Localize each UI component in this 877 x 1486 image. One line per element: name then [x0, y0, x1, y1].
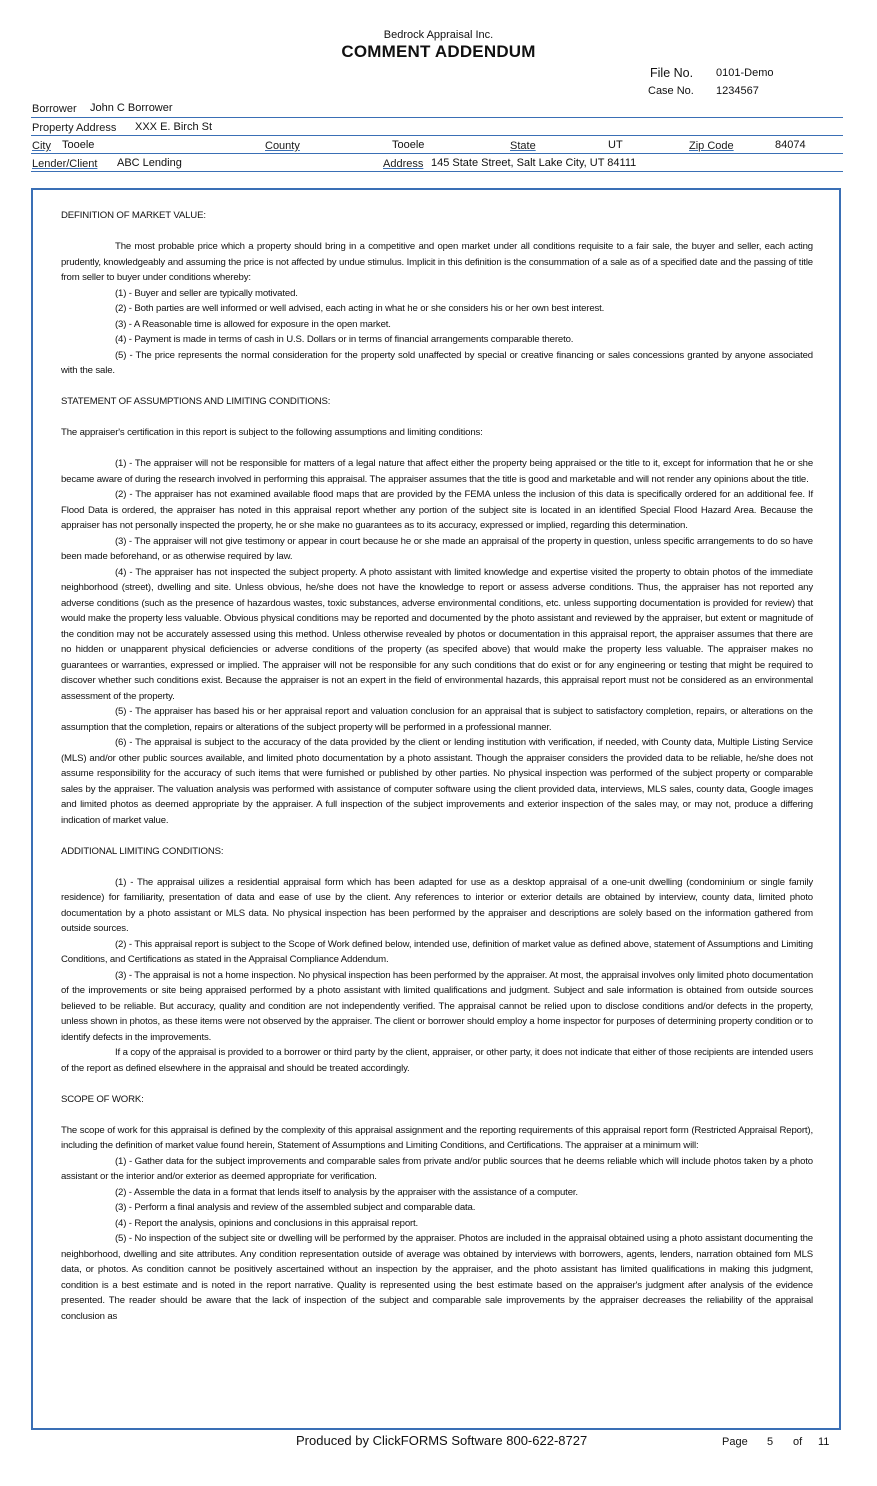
list-item: (5) - The price represents the normal consideration for the property sold unaffected by special or creative financing or sales concessions granted by anyone associated with the sale.: [61, 349, 813, 376]
page-of-label: of: [793, 1436, 803, 1448]
list-item: (1) - Buyer and seller are typically motivated.: [115, 287, 298, 299]
case-no-value: 1234567: [716, 85, 759, 97]
file-no-label: File No.: [650, 66, 694, 80]
paragraph: The appraiser's certification in this report is subject to the following assumptions and limiting conditions:: [61, 427, 483, 438]
list-item: (1) - Gather data for the subject improvements and comparable sales from private and/or public sources that he deems reliable which will include photos taken by a photo assistant or the interior and/or exterior as deemed appropriate for verification.: [61, 1155, 813, 1182]
page-label: Page: [722, 1436, 748, 1448]
city-label: City: [32, 140, 51, 152]
paragraph: (2) - The appraiser has not examined available flood maps that are provided by the FEMA unless the inclusion of this data is specifically ordered for an additional fee. If Flood Data is ordered, the appraiser has noted in this appraisal report whether any portion of the subject site is located in an identified Special Flood Hazard Area. Because the appraiser has not personally inspected the property, he or she make no guarantees as to its accuracy, expressed or implied, regarding this determination.: [61, 489, 813, 531]
lender-label: Lender/Client: [32, 158, 98, 170]
case-no-label: Case No.: [648, 85, 694, 97]
paragraph: (2) - This appraisal report is subject to the Scope of Work defined below, intended use, definition of market value as defined above, statement of Assumptions and Limiting Conditions, and Certifications as stated in the Appraisal Compliance Addendum.: [61, 938, 813, 965]
city-value: Tooele: [62, 139, 95, 151]
footer-produced-by: Produced by ClickFORMS Software 800-622-8727: [296, 1433, 588, 1448]
paragraph: (1) - The appraisal uilizes a residential appraisal form which has been adapted for use as a desktop appraisal of a one-unit dwelling (condominium or single family residence) for familiarity, presentation of data and ease of use by the client. Any references to interior or exterior details are obtained by interview, county data, limited photo documentation by a photo assistant or MLS data. No physical inspection has been performed by the appraiser and descriptions are solely based on the information gathered from outside sources.: [61, 876, 813, 934]
county-label: County: [265, 140, 300, 152]
zip-label: Zip Code: [689, 140, 734, 152]
property-address-label: Property Address: [32, 122, 117, 134]
paragraph: (3) - The appraisal is not a home inspection. No physical inspection has been performed by the appraiser. At most, the appraisal involves only limited photo documentation of the improvements or site being appraised performed by a photo assistant with limited qualifications and judgment. Subject and sale information is obtained from outside sources believed to be reliable. But accuracy, quality and condition are not independently verified. The appraisal cannot be relied upon to disclose conditions and/or defects in the property, unless shown in photos, as these items were not observed by the appraiser. The client or borrower should employ a home inspector for purposes of determining property condition or to identify defects in the improvements.: [61, 969, 813, 1043]
section-heading: STATEMENT OF ASSUMPTIONS AND LIMITING CONDITIONS:: [61, 396, 331, 407]
borrower-label: Borrower: [32, 103, 77, 115]
county-value: Tooele: [392, 139, 425, 151]
borrower-value: John C Borrower: [90, 102, 173, 114]
list-item: (3) - A Reasonable time is allowed for exposure in the open market.: [115, 318, 391, 330]
address-value: 145 State Street, Salt Lake City, UT 84111: [431, 157, 637, 169]
state-value: UT: [608, 139, 623, 151]
list-item: (4) - Payment is made in terms of cash in U.S. Dollars or in terms of financial arrangements comparable thereto.: [115, 334, 574, 345]
comment-text: [61, 208, 813, 1324]
divider: [31, 135, 843, 136]
paragraph: The scope of work for this appraisal is defined by the complexity of this appraisal assignment and the reporting requirements of this appraisal report form (Restricted Appraisal Report), including the definition of market value found herein, Statement of Assumptions and Limiting Conditions, and Certifications. The appraiser at a minimum will:: [61, 1124, 813, 1151]
state-label: State: [510, 140, 536, 152]
page-total: 11: [818, 1436, 830, 1448]
list-item: (3) - Perform a final analysis and review of the assembled subject and comparable data.: [115, 1202, 476, 1213]
lender-value: ABC Lending: [117, 157, 182, 169]
list-item: (2) - Both parties are well informed or well advised, each acting in what he or she considers his or her own best interest.: [115, 303, 605, 314]
paragraph: The most probable price which a property should bring in a competitive and open market under all conditions requisite to a fair sale, the buyer and seller, each acting prudently, knowledgeably and assuming the price is not affected by undue stimulus. Implicit in this definition is the consummation of a sale as of a specified date and the passing of title from seller to buyer under conditions whereby:: [61, 241, 813, 283]
list-item: (5) - No inspection of the subject site or dwelling will be performed by the appraiser. Photos are included in the appraisal obtained using a photo assistant documenting the neighborhood, dwelling and site attributes. Any condition representation outside of average was obtained by interviews with borrowers, agents, lenders, narration obtained fom MLS data, or photos. As condition cannot be positively ascertained without an inspection by the appraiser, and the photo assistant has limited qualifications in making this judgment, condition is a best estimate and is noted in the report narrative. Quality is represented using the best estimate based on the appraiser's judgment after analysis of the evidence presented. The reader should be aware that the lack of inspection of the subject and comparable sale improvements by the appraiser decreases the reliability of the appraisal conclusion as: [61, 1233, 813, 1322]
divider: [31, 117, 843, 118]
page-title: COMMENT ADDENDUM: [341, 42, 536, 61]
company-name: Bedrock Appraisal Inc.: [383, 29, 494, 41]
address-label: Address: [383, 158, 424, 170]
paragraph: (4) - The appraiser has not inspected the subject property. A photo assistant with limited knowledge and expertise visited the property to obtain photos of the immediate neighborhood (street), dwelling and site. Unless obvious, he/she does not have the knowledge to report or assess adverse conditions. Thus, the appraiser has not reported any adverse conditions (such as the presence of hazardous wastes, toxic substances, adverse environmental conditions, etc. unless supporting documentation is provided for review) that would make the property less valuable. Obvious physical conditions may be reported and documented by the photo assistant and reviewed by the appraiser, but extent or magnitude of the condition may not be accurately assessed using this method. Unless otherwise revealed by photos or documentation in this appraisal report, the appraiser assumes that there are no hidden or unapparent physical deficiencies or adverse conditions of the property (as specifed above) that would make the property less valuable. The appraiser makes no guarantees or warranties, expressed or implied. The appraiser will not be responsible for any such conditions that do exist or for any engineering or testing that might be required to discover whether such conditions exist. Because the appraiser is not an expert in the field of environmental hazards, this appraisal report must not be considered as an environmental assessment of the property.: [61, 566, 813, 702]
list-item: (2) - Assemble the data in a format that lends itself to analysis by the appraiser with the assistance of a computer.: [115, 1186, 578, 1198]
paragraph: (3) - The appraiser will not give testimony or appear in court because he or she made an appraisal of the property in question, unless specific arrangements to do so have been made beforehand, or as otherwise required by law.: [61, 535, 813, 562]
list-item: (4) - Report the analysis, opinions and conclusions in this appraisal report.: [115, 1217, 419, 1229]
divider: [31, 153, 843, 154]
paragraph: (5) - The appraiser has based his or her appraisal report and valuation conclusion for an appraisal that is subject to satisfactory completion, repairs, or alterations on the assumption that the completion, repairs or alterations of the subject property will be performed in a professional manner.: [61, 706, 813, 733]
file-no-value: 0101-Demo: [716, 67, 774, 79]
section-heading: DEFINITION OF MARKET VALUE:: [61, 210, 206, 221]
divider: [31, 171, 843, 172]
section-heading: SCOPE OF WORK:: [61, 1093, 144, 1105]
page-number: 5: [767, 1436, 774, 1448]
property-address-value: XXX E. Birch St: [135, 121, 213, 133]
paragraph: If a copy of the appraisal is provided to a borrower or third party by the client, appraiser, or other party, it does not indicate that either of those recipients are intended users of the report as defined elsewhere in the appraisal and should be treated accordingly.: [61, 1047, 813, 1074]
paragraph: (6) - The appraisal is subject to the accuracy of the data provided by the client or lending institution with verification, if needed, with County data, Multiple Listing Service (MLS) and/or other public sources available, and limited photo documentation by a photo assistant. Though the appraiser considers the provided data to be reliable, he/she does not assume responsibility for the accuracy of such items that were furnished or published by other parties. No physical inspection was performed of the subject property or comparable sales by the appraiser. The valuation analysis was performed with assistance of computer software using the client provided data, interviews, MLS sales, county data, Google images and limited photos as deemed appropriate by the appraiser. A full inspection of the subject improvements and exterior inspection of the sales may, or may not, produce a differing indication of market value.: [61, 737, 813, 826]
zip-value: 84074: [775, 139, 806, 151]
paragraph: (1) - The appraiser will not be responsible for matters of a legal nature that affect either the property being appraised or the title to it, except for information that he or she became aware of during the research involved in performing this appraisal. The appraiser assumes that the title is good and marketable and will not render any opinions about the title.: [61, 458, 813, 485]
section-heading: ADDITIONAL LIMITING CONDITIONS:: [61, 845, 224, 857]
